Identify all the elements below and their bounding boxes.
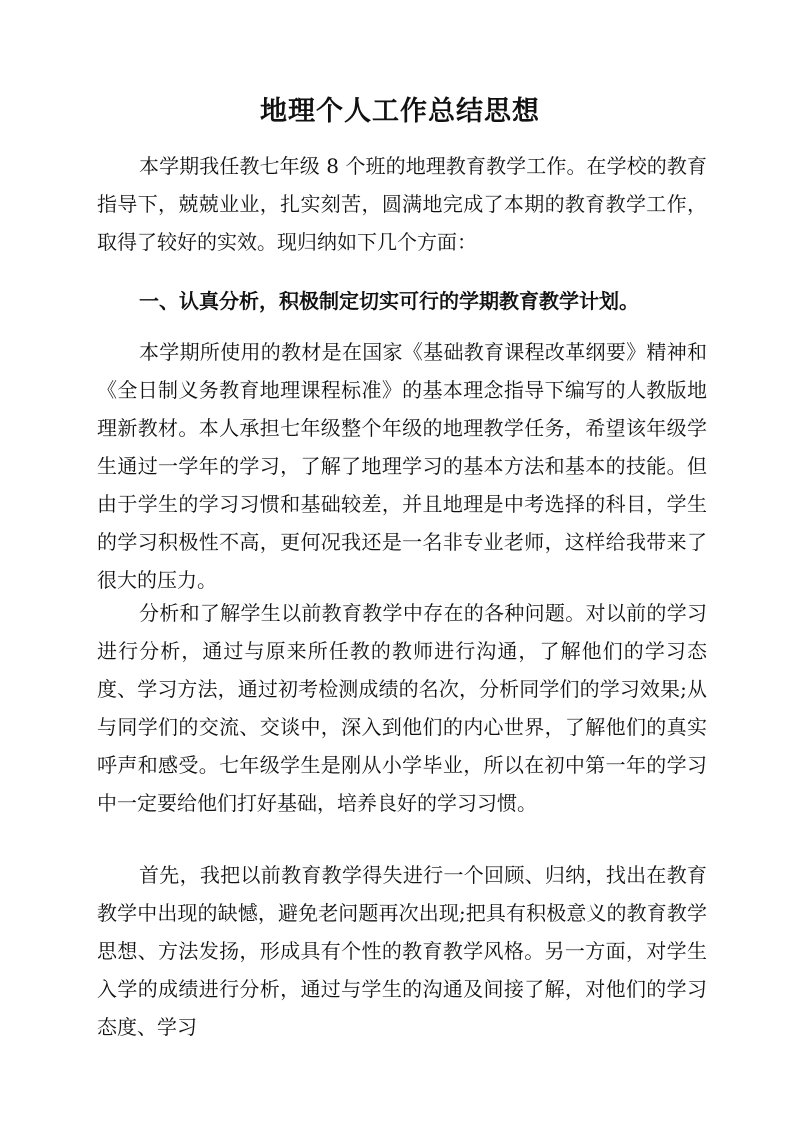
paragraph-review: 首先，我把以前教育教学得失进行一个回顾、归纳，找出在教育教学中出现的缺憾，避免老问题再次出现;把具有积极意义的教育教学思想、方法发扬，形成具有个性的教育教学风格。另一方面，对学生入学的成绩进行分析，通过与学生的沟通及间接了解，对他们的学习态度、学习 [97, 863, 707, 1039]
document-title: 地理个人工作总结思想 [260, 96, 540, 127]
paragraph-textbook: 本学期所使用的教材是在国家《基础教育课程改革纲要》精神和《全日制义务教育地理课程标准》的基本理念指导下编写的人教版地理新教材。本人承担七年级整个年级的地理教学任务，希望该年级学生通过一学年的学习，了解了地理学习的基本方法和基本的技能。但由于学生的学习习惯和基础较差，并且地理是中考选择的科目，学生的学习积极性不高，更何况我还是一名非专业老师，这样给我带来了很大的压力。 [97, 340, 707, 592]
paragraph-analysis: 分析和了解学生以前教育教学中存在的各种问题。对以前的学习进行分析，通过与原来所任教的教师进行沟通，了解他们的学习态度、学习方法，通过初考检测成绩的名次，分析同学们的学习效果;从与同学们的交流、交谈中，深入到他们的内心世界，了解他们的真实呼声和感受。七年级学生是刚从小学毕业，所以在初中第一年的学习中一定要给他们打好基础，培养良好的学习习惯。 [97, 601, 707, 815]
paragraph-intro: 本学期我任教七年级 8 个班的地理教育教学工作。在学校的教育指导下，兢兢业业，扎实刻苦，圆满地完成了本期的教育教学工作，取得了较好的实效。现归纳如下几个方面： [97, 154, 707, 254]
section-heading-1: 一、认真分析，积极制定切实可行的学期教育教学计划。 [139, 289, 639, 313]
